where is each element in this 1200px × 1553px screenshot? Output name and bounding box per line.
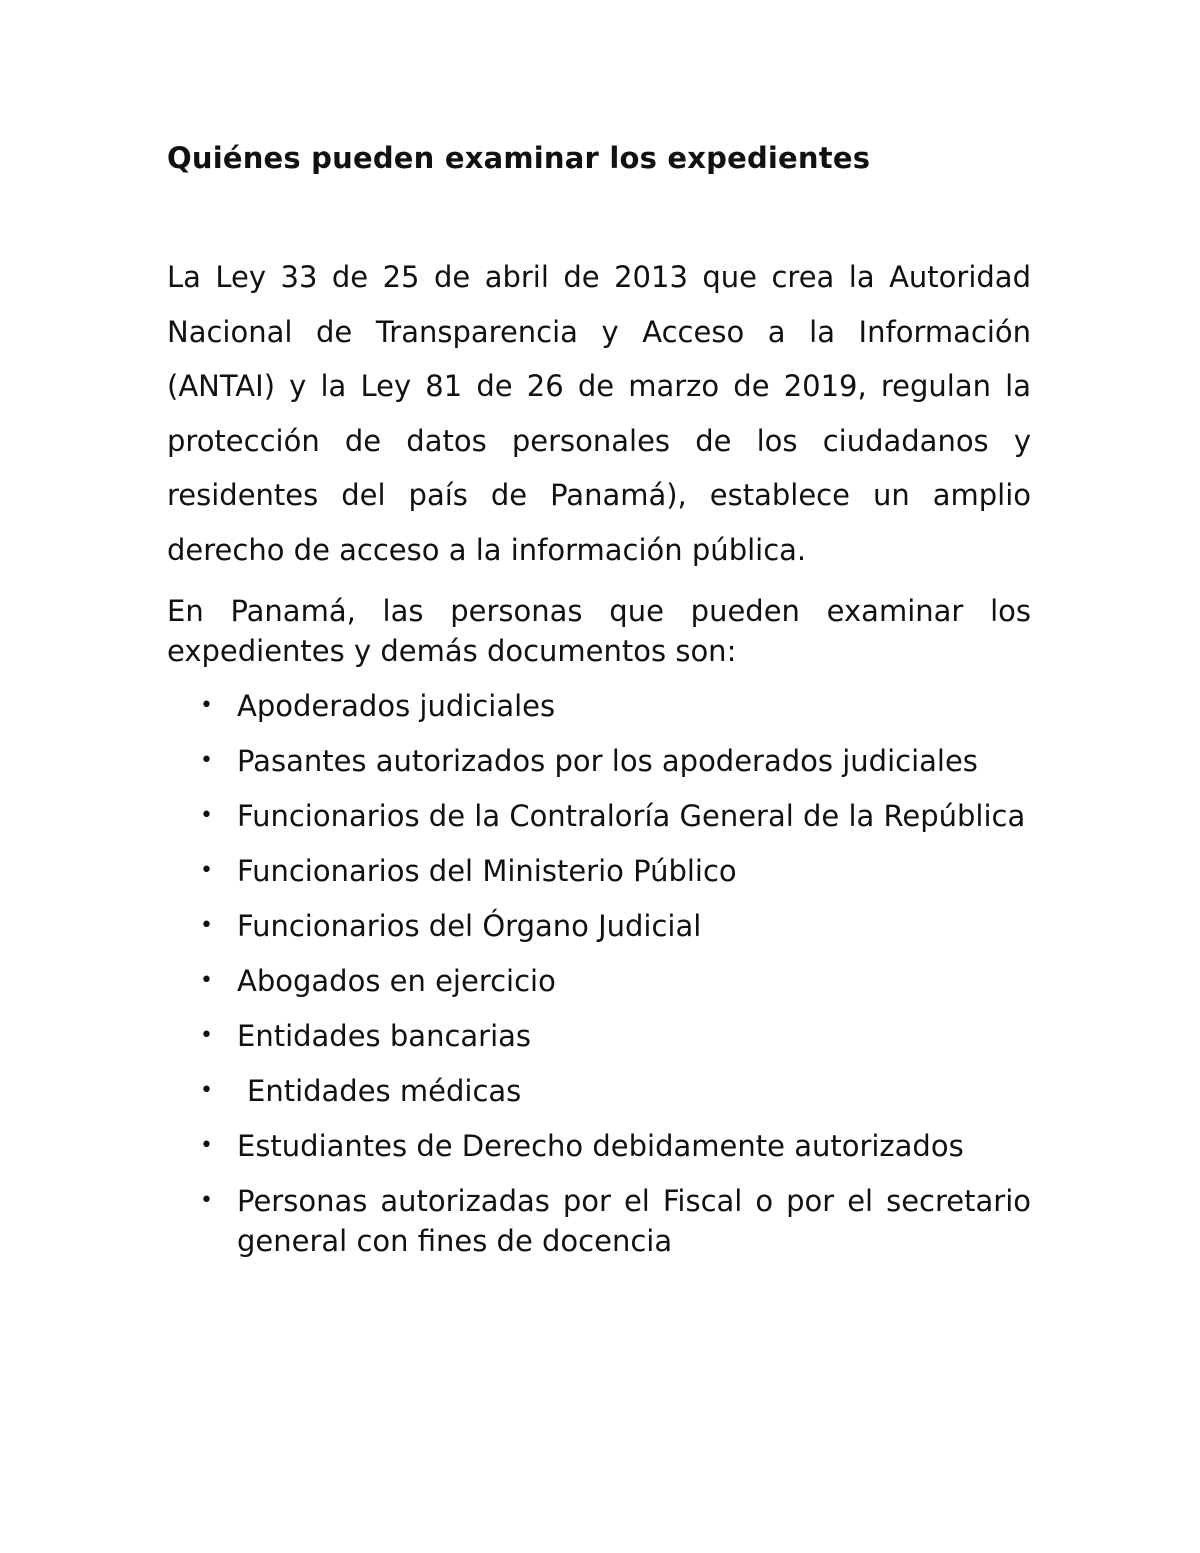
- intro-paragraph: La Ley 33 de 25 de abril de 2013 que crea la Autoridad Nacional de Transparencia y Acceso a la Información (ANTAI) y la Ley 81 de 26 de marzo de 2019, regulan la protección de datos personales de los ciudadanos y residentes del país de Panamá), establece un amplio derecho de acceso a la información pública.: [167, 260, 1031, 567]
- list-item-text: Personas autorizadas por el Fiscal o por el secretario general con fines de docencia: [237, 1184, 1031, 1258]
- list-item: [167, 851, 1031, 891]
- bullet-icon: •: [200, 858, 213, 883]
- list-item-text: Funcionarios del Ministerio Público: [237, 854, 737, 888]
- bullet-icon: •: [200, 693, 213, 718]
- list-item-text: Funcionarios de la Contraloría General de la República: [237, 799, 1026, 833]
- list-item: [167, 686, 1031, 726]
- list-item: [167, 1016, 1031, 1056]
- list-item: [167, 1126, 1031, 1166]
- bullet-icon: •: [200, 748, 213, 773]
- list-item-text: Abogados en ejercicio: [237, 964, 556, 998]
- list-item: [167, 796, 1031, 836]
- list-item-text: Entidades médicas: [247, 1074, 522, 1108]
- list-item: [167, 741, 1031, 781]
- bullet-icon: •: [200, 1023, 213, 1048]
- list-item-text: Funcionarios del Órgano Judicial: [237, 909, 702, 943]
- document-title: Quiénes pueden examinar los expedientes: [167, 141, 871, 175]
- list-item: [167, 906, 1031, 946]
- bullet-icon: •: [200, 1078, 213, 1103]
- document-body: [167, 138, 1031, 1276]
- list-item-text: Apoderados judiciales: [237, 689, 556, 723]
- bullet-icon: •: [200, 1133, 213, 1158]
- list-item: [167, 1181, 1031, 1261]
- list-item: [167, 961, 1031, 1001]
- bullet-icon: •: [200, 1188, 213, 1213]
- list-item-text: Estudiantes de Derecho debidamente autorizados: [237, 1129, 964, 1163]
- list-intro-paragraph: En Panamá, las personas que pueden examinar los expedientes y demás documentos son:: [167, 594, 1031, 668]
- list-item: [167, 1071, 1031, 1111]
- list-item-text: Entidades bancarias: [237, 1019, 532, 1053]
- list-item-text: Pasantes autorizados por los apoderados judiciales: [237, 744, 978, 778]
- authorized-persons-list: [167, 686, 1031, 1261]
- bullet-icon: •: [200, 968, 213, 993]
- bullet-icon: •: [200, 803, 213, 828]
- bullet-icon: •: [200, 913, 213, 938]
